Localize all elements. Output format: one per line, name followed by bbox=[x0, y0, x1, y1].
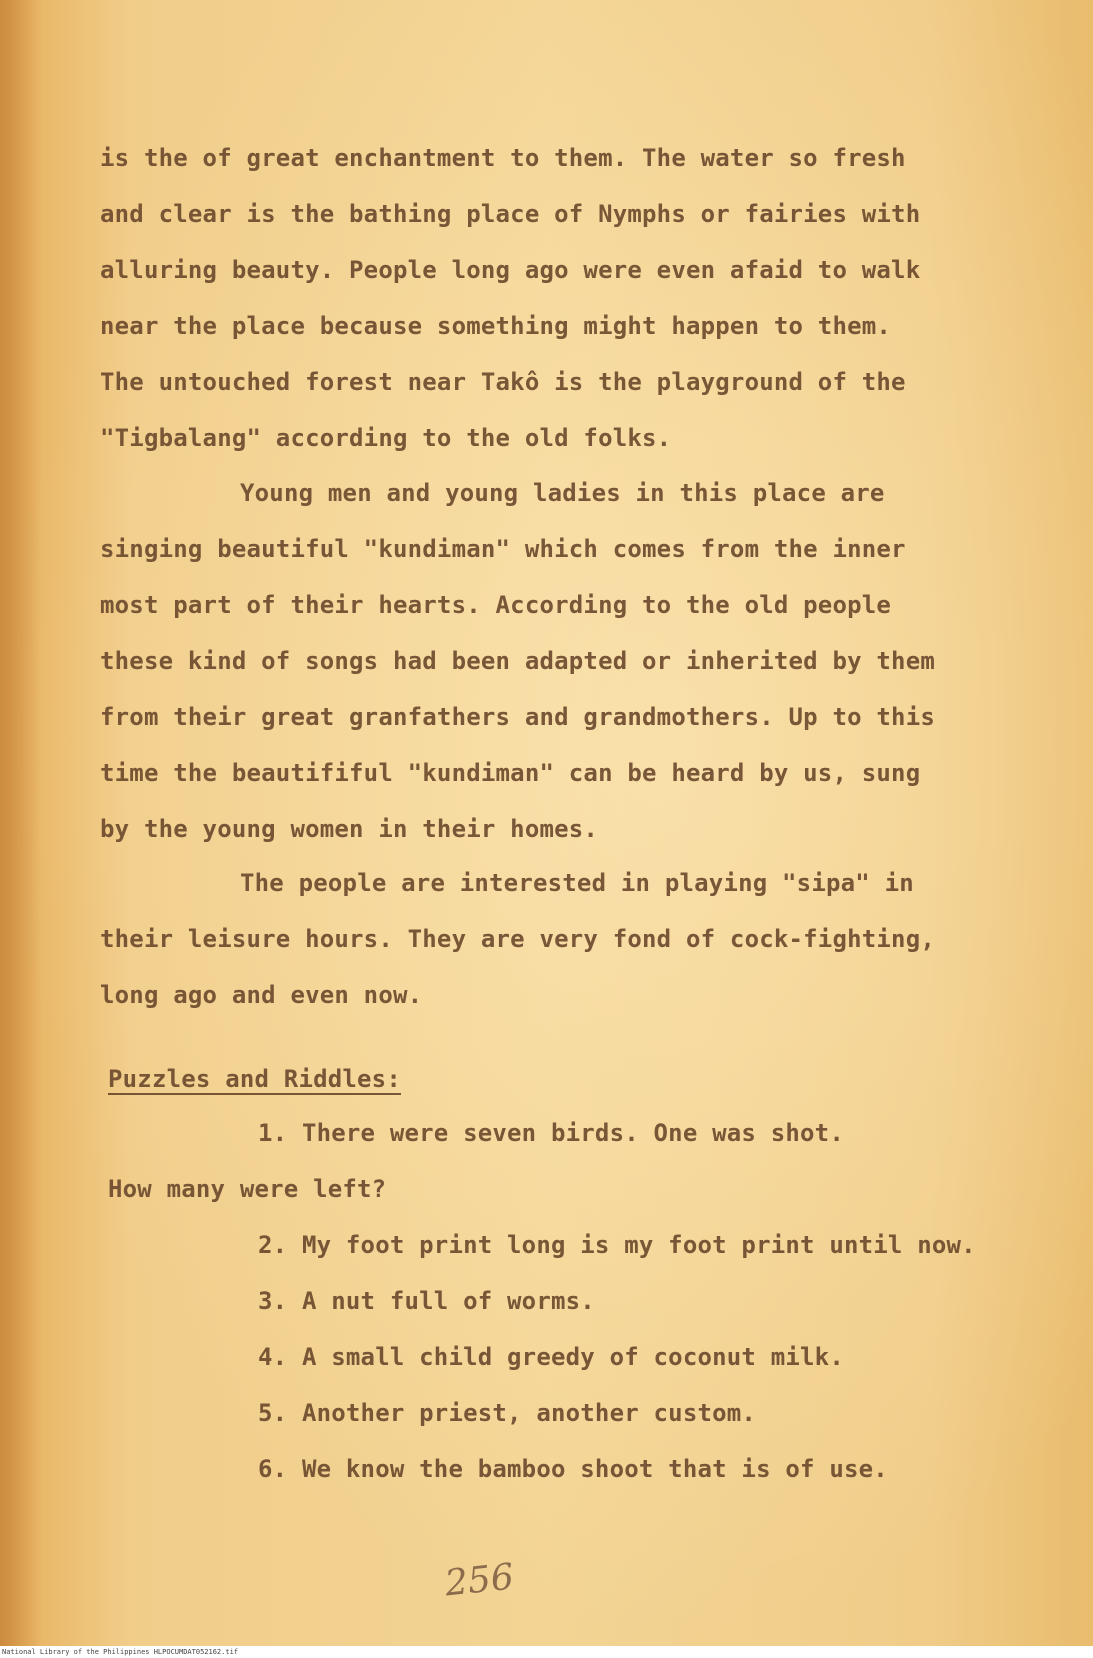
body-line: by the young women in their homes. bbox=[100, 815, 599, 843]
body-line: these kind of songs had been adapted or inherited by them bbox=[100, 647, 936, 675]
body-line: alluring beauty. People long ago were even afaid to walk bbox=[100, 256, 921, 284]
scan-footer bbox=[0, 1646, 1093, 1658]
body-line: is the of great enchantment to them. The water so fresh bbox=[100, 144, 906, 172]
body-line: Young men and young ladies in this place are bbox=[240, 479, 885, 507]
page-number: 256 bbox=[443, 1556, 516, 1605]
body-line: "Tigbalang" according to the old folks. bbox=[100, 424, 672, 452]
riddle-item: 5. Another priest, another custom. bbox=[258, 1399, 757, 1427]
footer-text: National Library of the Philippines HLPOCUMDAT052162.tif bbox=[2, 1648, 239, 1656]
body-line: long ago and even now. bbox=[100, 981, 423, 1009]
body-line: and clear is the bathing place of Nymphs or fairies with bbox=[100, 200, 921, 228]
riddle-item: 3. A nut full of worms. bbox=[258, 1287, 595, 1315]
body-line: The people are interested in playing "sipa" in bbox=[240, 869, 914, 897]
body-line: near the place because something might happen to them. bbox=[100, 312, 892, 340]
body-line: The untouched forest near Takô is the playground of the bbox=[100, 368, 906, 396]
riddle-item: 6. We know the bamboo shoot that is of use. bbox=[258, 1455, 888, 1483]
body-line: most part of their hearts. According to the old people bbox=[100, 591, 892, 619]
riddle-item: 4. A small child greedy of coconut milk. bbox=[258, 1343, 844, 1371]
riddle-item: How many were left? bbox=[108, 1175, 387, 1203]
body-line: their leisure hours. They are very fond of cock-fighting, bbox=[100, 925, 936, 953]
riddle-item: 2. My foot print long is my foot print until now. bbox=[258, 1231, 976, 1259]
body-line: from their great granfathers and grandmothers. Up to this bbox=[100, 703, 936, 731]
riddle-item: 1. There were seven birds. One was shot. bbox=[258, 1119, 844, 1147]
body-line: time the beautififul "kundiman" can be heard by us, sung bbox=[100, 759, 921, 787]
section-heading: Puzzles and Riddles: bbox=[108, 1065, 401, 1093]
body-line: singing beautiful "kundiman" which comes from the inner bbox=[100, 535, 906, 563]
